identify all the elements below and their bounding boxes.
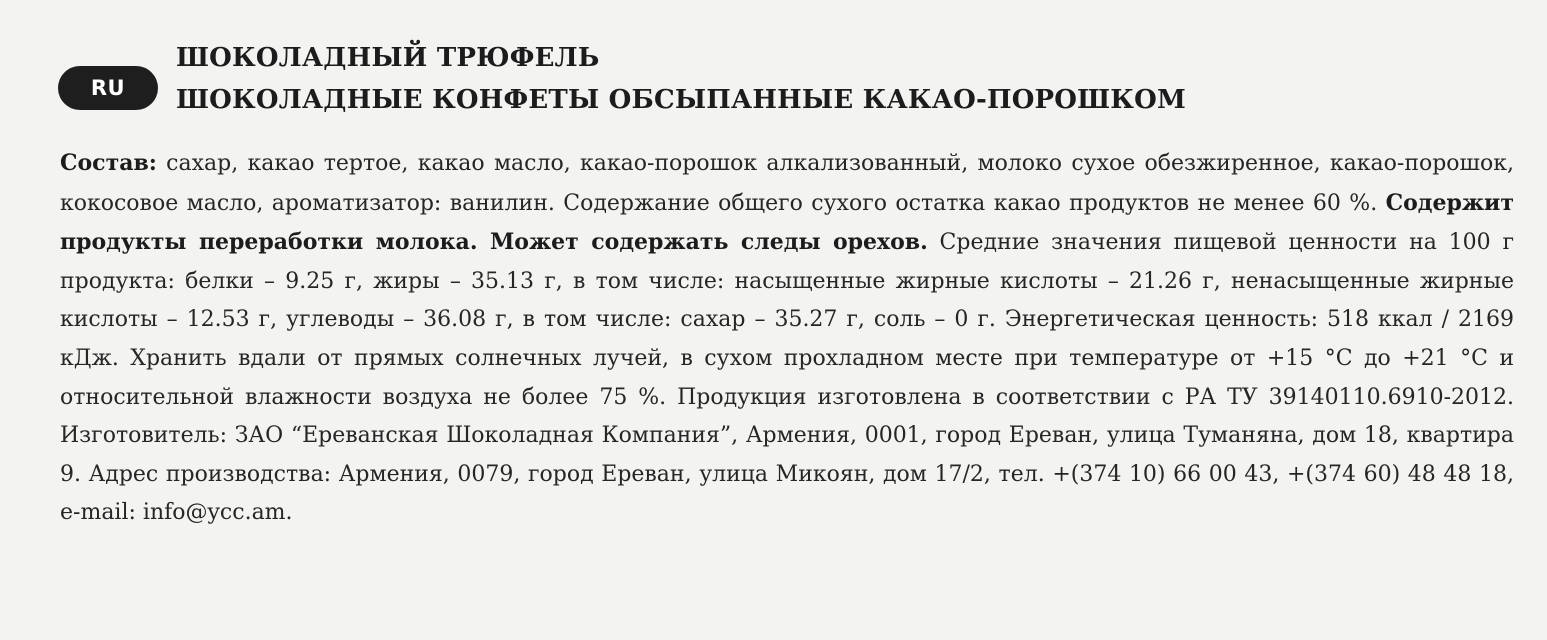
- composition-label: Состав:: [60, 150, 157, 176]
- allergen-warning: Содержит продукты переработки молока. Может содержать следы орехов.: [60, 189, 1514, 256]
- product-subtitle: ШОКОЛАДНЫЕ КОНФЕТЫ ОБСЫПАННЫЕ КАКАО-ПОРОШКОМ: [176, 85, 1186, 115]
- composition-text: [60, 144, 1514, 533]
- product-title: ШОКОЛАДНЫЙ ТРЮФЕЛЬ: [176, 43, 600, 73]
- language-badge: RU: [58, 66, 158, 110]
- ingredients-text: сахар, какао тертое, какао масло, какао-порошок алкализованный, молоко сухое обезжиренное, какао-порошок, кокосовое масло, ароматизатор: ванилин. Содержание общего сухого остатка какао продуктов не менее 60 %.: [60, 151, 1514, 216]
- product-details-text: Средние значения пищевой ценности на 100 г продукта: белки – 9.25 г, жиры – 35.13 г, в том числе: насыщенные жирные кислоты – 21.26 г, ненасыщенные жирные кислоты – 12.53 г, углеводы – 36.08 г, в том числе: сахар – 35.27 г, соль – 0 г. Энергетическая ценность: 518 ккал / 2169 кДж. Хранить вдали от прямых солнечных лучей, в сухом прохладном месте при температуре от +15 °C до +21 °C и относительной влажности воздуха не более 75 %. Продукция изготовлена в соответствии с РА ТУ 39140110.6910-2012. Изготовитель: ЗАО “Ереванская Шоколадная Компания”, Армения, 0001, город Ереван, улица Туманяна, дом 18, квартира 9. Адрес производства: Армения, 0079, город Ереван, улица Микоян, дом 17/2, тел. +(374 10) 66 00 43, +(374 60) 48 48 18, e-mail: info@ycc.am.: [60, 230, 1514, 526]
